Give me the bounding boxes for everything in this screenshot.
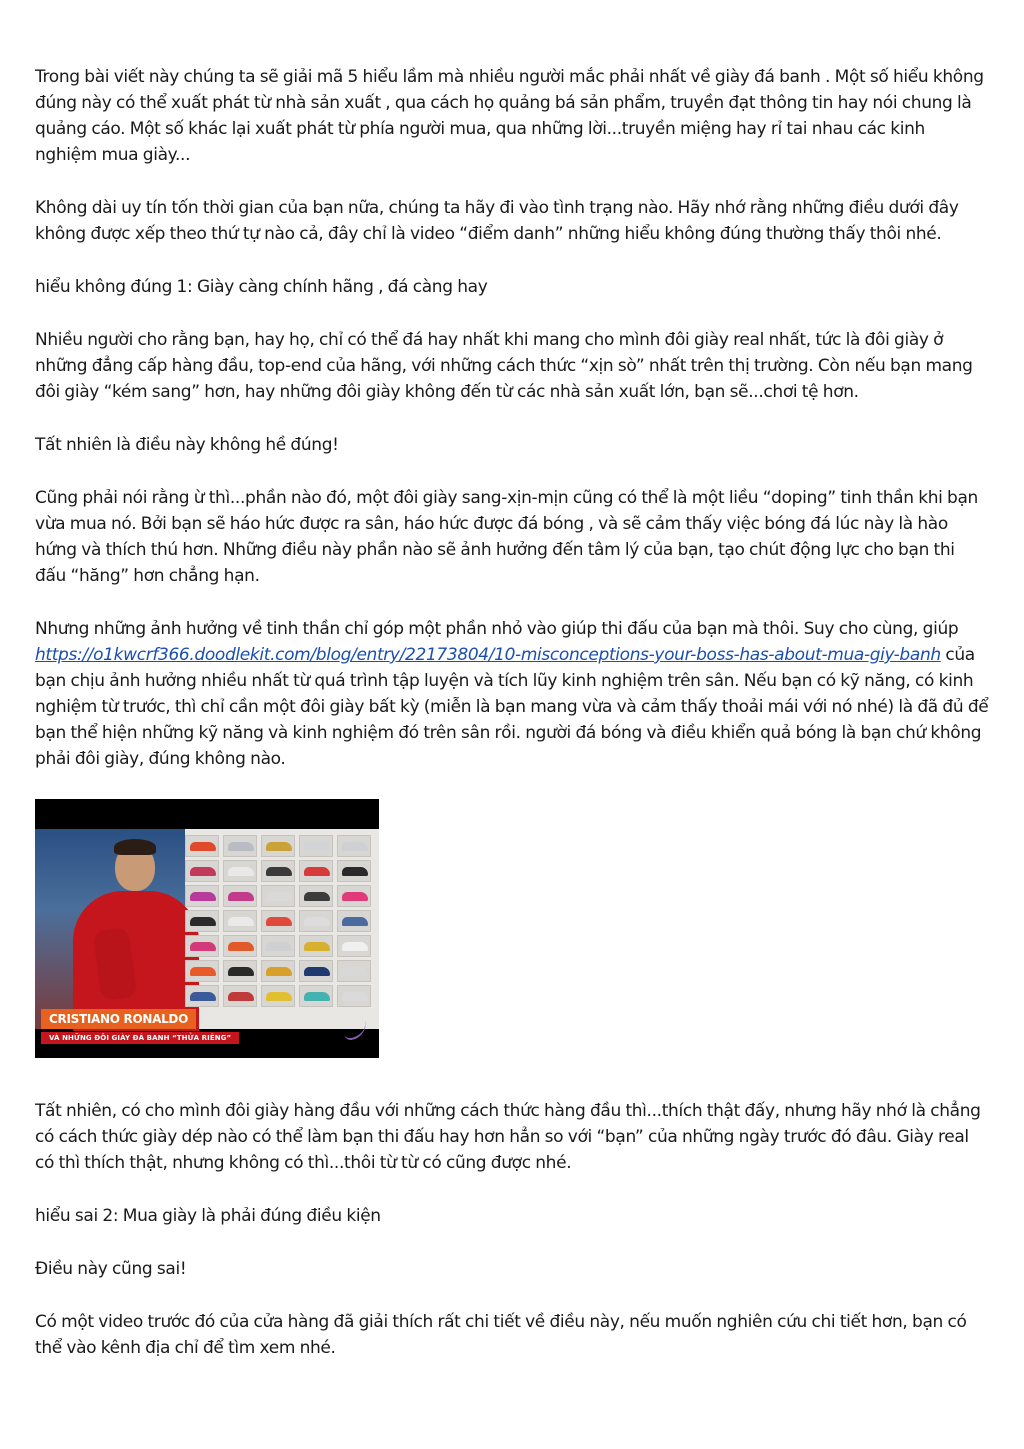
boot-tile <box>299 935 333 957</box>
boot-icon <box>304 892 330 901</box>
boot-icon <box>228 992 254 1001</box>
boot-icon <box>342 842 368 851</box>
boot-icon <box>342 967 368 976</box>
boot-icon <box>342 917 368 926</box>
boot-tile <box>223 910 257 932</box>
boot-tile <box>337 935 371 957</box>
paragraph-after-image-3: Điều này cũng sai! <box>35 1259 187 1279</box>
paragraph-6: Cũng phải nói rằng ừ thì...phần nào đó, một đôi giày sang-xịn-mịn cũng có thể là một liều “doping” tinh thần khi bạn vừa mua nó. Bởi bạn sẽ háo hức được ra sân, háo hức được đá bóng , và sẽ cảm thấy việc bóng đá lúc này là hào hứng và thích thú hơn. Những điều này phần nào sẽ ảnh hưởng đến tâm lý của bạn, tạo chút động lực cho bạn thi đấu “hăng” hơn chẳng hạn. <box>35 488 978 586</box>
boot-icon <box>228 867 254 876</box>
boot-tile <box>299 960 333 982</box>
boot-icon <box>228 892 254 901</box>
boot-icon <box>190 992 216 1001</box>
boot-tile <box>185 935 219 957</box>
boot-icon <box>266 892 292 901</box>
boot-icon <box>304 992 330 1001</box>
boot-tile <box>223 935 257 957</box>
boot-tile <box>185 985 219 1007</box>
boot-icon <box>228 942 254 951</box>
boot-tile <box>185 835 219 857</box>
article-link[interactable]: https://o1kwcrf366.doodlekit.com/blog/entry/22173804/10-misconceptions-your-boss-has-about-mua-giy-banh <box>35 645 941 665</box>
boot-icon <box>266 942 292 951</box>
boot-tile <box>261 960 295 982</box>
boot-icon <box>342 892 368 901</box>
boot-icon <box>190 867 216 876</box>
boot-tile <box>261 860 295 882</box>
link-paragraph-after: của bạn chịu ảnh hưởng nhiều nhất từ quá trình tập luyện và tích lũy kinh nghiệm trên sân. Nếu bạn có kỹ năng, có kinh nghiệm từ trước, thì chỉ cần một đôi giày bất kỳ (miễn là bạn mang vừa và cảm thấy thoải mái với nó nhé) là đã đủ để bạn thể hiện những kỹ năng và kinh nghiệm đó trên sân rồi. người đá bóng và điều khiển quả bóng là bạn chứ không phải đôi giày, đúng không nào. <box>35 645 989 769</box>
boot-tile <box>223 985 257 1007</box>
paragraph-2: Không dài uy tín tốn thời gian của bạn nữa, chúng ta hãy đi vào tình trạng nào. Hãy nhớ rằng những điều dưới đây không được xếp theo thứ tự nào cả, đây chỉ là video “điểm danh” những hiểu không đúng thường thấy thôi nhé. <box>35 198 959 244</box>
boot-icon <box>266 842 292 851</box>
boot-icon <box>342 942 368 951</box>
boot-icon <box>304 967 330 976</box>
boot-icon <box>342 867 368 876</box>
link-paragraph-before: Nhưng những ảnh hưởng về tinh thần chỉ góp một phần nhỏ vào giúp thi đấu của bạn mà thôi. Suy cho cùng, giúp <box>35 619 959 639</box>
boot-tile <box>337 985 371 1007</box>
boot-icon <box>228 917 254 926</box>
boot-tile <box>185 910 219 932</box>
image-content <box>35 829 379 1042</box>
boot-icon <box>304 917 330 926</box>
boot-icon <box>228 842 254 851</box>
signature-mark <box>341 1015 369 1042</box>
boot-tile <box>299 885 333 907</box>
boot-icon <box>304 867 330 876</box>
boot-icon <box>190 892 216 901</box>
paragraph-after-image-1: Tất nhiên, có cho mình đôi giày hàng đầu với những cách thức hàng đầu thì...thích thật đấy, nhưng hãy nhớ là chẳng có cách thức giày dép nào có thể làm bạn thi đấu hay hơn hẳn so với “bạn” của những ngày trước đó đâu. Giày real có thì thích thật, nhưng không có thì...thôi từ từ có cũng được nhé. <box>35 1101 981 1173</box>
boot-icon <box>266 867 292 876</box>
paragraph-4: Nhiều người cho rằng bạn, hay họ, chỉ có thể đá hay nhất khi mang cho mình đôi giày real nhất, tức là đôi giày ở những đẳng cấp hàng đầu, top-end của hãng, với những cách thức “xịn sò” nhất trên thị trường. Còn nếu bạn mang đôi giày “kém sang” hơn, hay những đôi giày không đến từ các nhà sản xuất lớn, bạn sẽ...chơi tệ hơn. <box>35 330 973 402</box>
boot-icon <box>190 942 216 951</box>
boot-tile <box>299 835 333 857</box>
boot-icon <box>228 967 254 976</box>
boot-icon <box>304 942 330 951</box>
boot-icon <box>266 917 292 926</box>
paragraph-intro: Trong bài viết này chúng ta sẽ giải mã 5 hiểu lầm mà nhiều người mắc phải nhất về giày đá banh . Một số hiểu không đúng này có thể xuất phát từ nhà sản xuất , qua cách họ quảng bá sản phẩm, truyền đạt thông tin hay nói chung là quảng cáo. Một số khác lại xuất phát từ phía người mua, qua những lời...truyền miệng hay rỉ tai nhau các kinh nghiệm mua giày... <box>35 67 984 165</box>
heading-misconception-2: hiểu sai 2: Mua giày là phải đúng điều kiện <box>35 1206 381 1226</box>
boot-tile <box>299 910 333 932</box>
boots-grid <box>185 835 375 1007</box>
boot-tile <box>223 885 257 907</box>
paragraph-with-link <box>35 616 990 772</box>
boot-tile <box>261 835 295 857</box>
boot-tile <box>185 885 219 907</box>
boot-tile <box>337 860 371 882</box>
paragraph-5: Tất nhiên là điều này không hề đúng! <box>35 435 339 455</box>
boot-icon <box>190 842 216 851</box>
image-banner-title: CRISTIANO RONALDO <box>41 1009 196 1029</box>
boot-tile <box>223 835 257 857</box>
boot-tile <box>299 985 333 1007</box>
boot-tile <box>337 910 371 932</box>
boot-icon <box>304 842 330 851</box>
boot-tile <box>223 860 257 882</box>
image-banner-subtitle: VÀ NHỮNG ĐÔI GIÀY ĐÁ BANH “THỬA RIÊNG” <box>41 1032 239 1044</box>
boot-icon <box>190 917 216 926</box>
boot-icon <box>342 992 368 1001</box>
boot-tile <box>261 885 295 907</box>
paragraph-after-image-4: Có một video trước đó của cửa hàng đã giải thích rất chi tiết về điều này, nếu muốn nghiên cứu chi tiết hơn, bạn có thể vào kênh địa chỉ để tìm xem nhé. <box>35 1312 967 1358</box>
boot-tile <box>299 860 333 882</box>
boot-tile <box>337 885 371 907</box>
boot-tile <box>261 985 295 1007</box>
boot-tile <box>337 960 371 982</box>
boot-tile <box>185 960 219 982</box>
boot-icon <box>190 967 216 976</box>
heading-misconception-1: hiểu không đúng 1: Giày càng chính hãng , đá càng hay <box>35 277 488 297</box>
document-body <box>35 64 990 1388</box>
boot-tile <box>223 960 257 982</box>
boot-tile <box>337 835 371 857</box>
boot-tile <box>185 860 219 882</box>
boot-icon <box>266 967 292 976</box>
ronaldo-boots-image <box>35 799 379 1058</box>
boot-tile <box>261 910 295 932</box>
boot-icon <box>266 992 292 1001</box>
player-hair <box>114 839 156 855</box>
boot-tile <box>261 935 295 957</box>
